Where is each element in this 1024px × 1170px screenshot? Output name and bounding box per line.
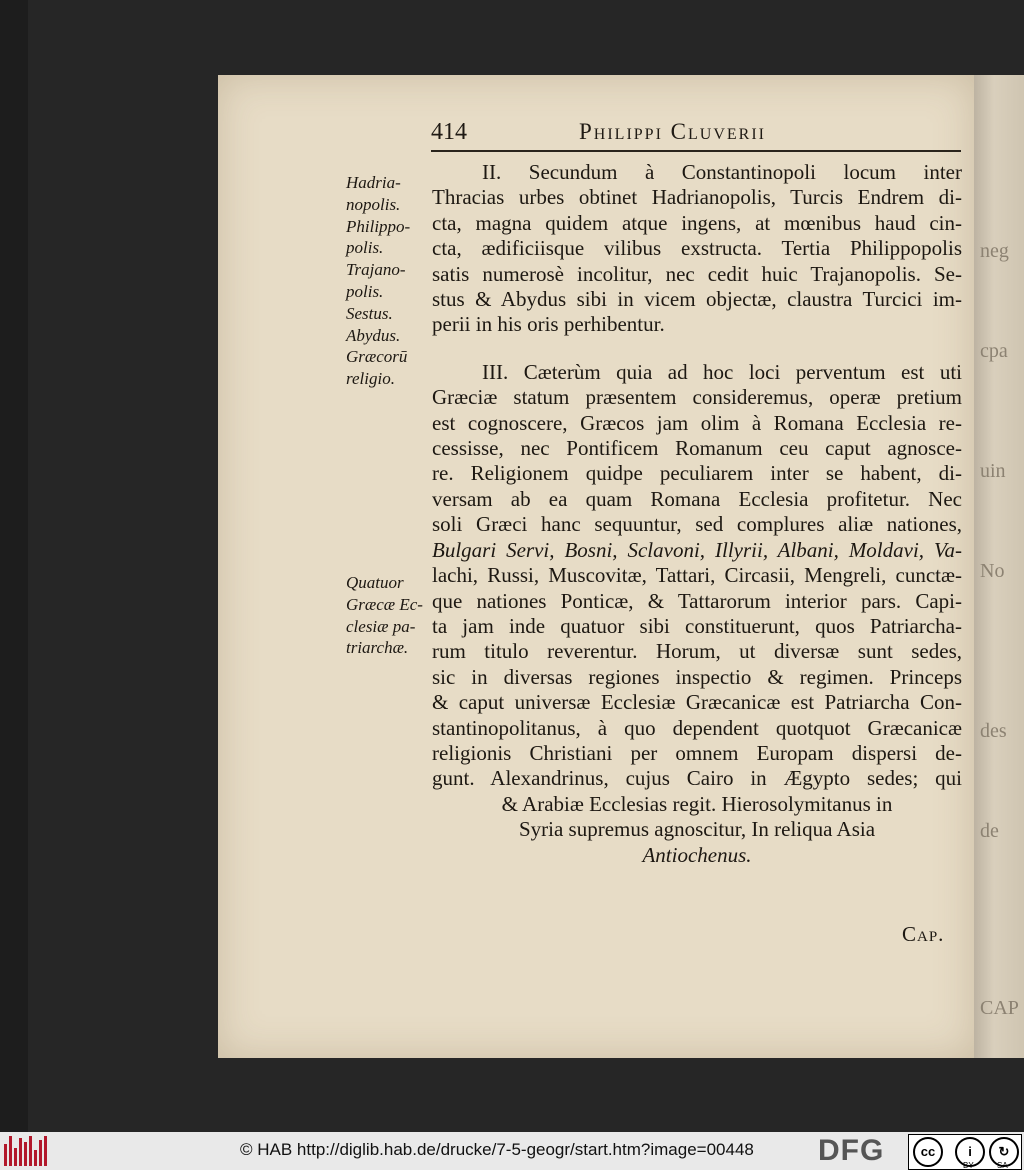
text-line: III. Cæterùm quia ad hoc loci perventum est uti (482, 359, 962, 384)
sa-icon: ↻ (989, 1137, 1019, 1167)
dfg-logo: DFG (818, 1134, 885, 1167)
adjacent-page-edge: neg cpa uin No des de CAP (974, 75, 1024, 1058)
margin-note: nopolis. (346, 194, 401, 214)
copyright-link[interactable]: © HAB http://diglib.hab.de/drucke/7-5-geogr/start.htm?image=00448 (240, 1140, 754, 1159)
header-rule (431, 150, 961, 152)
text-line: cta, magna quidem atque ingens, at mœnibus haud cin- (432, 210, 962, 235)
license-label-sa: SA (997, 1161, 1008, 1170)
text-line: ta jam inde quatuor sibi constituerunt, quos Patriarcha- (432, 613, 962, 638)
text-line: cessisse, nec Pontificem Romanum ceu caput agnosce- (432, 436, 962, 461)
text-line: stus & Abydus sibi in vicem objectæ, claustra Turcici im- (432, 287, 962, 312)
text-line: lachi, Russi, Muscovitæ, Tattari, Circasii, Mengreli, cunctæ- (432, 563, 962, 588)
hab-logo-icon (4, 1136, 48, 1166)
license-label-by: BY (963, 1161, 974, 1170)
text-line: stantinopolitanus, à quo dependent quotquot Græcanicæ (432, 715, 962, 740)
text-line: & caput universæ Ecclesiæ Græcanicæ est Patriarcha Con- (432, 690, 962, 715)
text-line: gunt. Alexandrinus, cujus Cairo in Ægypto sedes; qui (432, 766, 962, 791)
text-line: versam ab ea quam Romana Ecclesia profitetur. Nec (432, 486, 962, 511)
license-badge[interactable] (908, 1134, 1022, 1170)
margin-note: Græcorū (346, 347, 408, 367)
margin-notes-lower (346, 572, 430, 659)
catchword: Cap. (902, 922, 945, 946)
page-number: 414 (431, 119, 467, 145)
margin-note: Quatuor (346, 573, 404, 592)
margin-note: triarchæ. (346, 638, 409, 658)
page-header (431, 119, 961, 149)
margin-note: Abydus. (346, 325, 401, 345)
text-line: Syria supremus agnoscitur, In reliqua Asia (518, 817, 876, 842)
margin-note: Philippo- (346, 216, 411, 236)
margin-notes-upper (346, 172, 430, 390)
cc-icon: cc (913, 1137, 943, 1167)
text-line: perii in his oris perhibentur. (432, 312, 665, 337)
text-line: II. Secundum à Constantinopoli locum inter (482, 160, 962, 184)
viewer-footer (0, 1132, 1024, 1170)
text-line: religionis Christiani per omnem Europam dispersi de- (432, 740, 962, 765)
margin-note: clesiæ pa- (346, 616, 416, 636)
running-title: Philippi Cluverii (579, 119, 766, 144)
by-icon: i (955, 1137, 985, 1167)
text-line: sic in diversas regiones inspectio & regimen. Princeps (432, 664, 962, 689)
margin-note: Græcæ Ec- (346, 594, 423, 614)
text-line: satis numerosè incolitur, nec cedit huic Trajanopolis. Se- (432, 261, 962, 286)
text-line: Thracias urbes obtinet Hadrianopolis, Turcis Endrem di- (432, 185, 962, 210)
body-text (432, 160, 962, 868)
text-line: rum titulo reverentur. Horum, ut diversæ sunt sedes, (432, 639, 962, 664)
margin-note: Trajano- (346, 260, 406, 280)
text-line: Bulgari Servi, Bosni, Sclavoni, Illyrii, Albani, Moldavi, Va- (432, 537, 962, 562)
margin-note: religio. (346, 369, 395, 389)
text-line: est cognoscere, Græcos jam olim à Romana Ecclesia re- (432, 410, 962, 435)
text-line: Græciæ statum præsentem consideremus, operæ pretium (432, 385, 962, 410)
margin-note: Sestus. (346, 303, 393, 323)
text-line: Antiochenus. (642, 842, 752, 867)
margin-note: polis. (346, 281, 384, 301)
margin-note: polis. (346, 238, 384, 258)
text-line: & Arabiæ Ecclesias regit. Hierosolymitanus in (501, 791, 893, 816)
margin-note: Hadria- (346, 173, 401, 192)
text-line: cta, ædificiisque vilibus exstructa. Tertia Philippopolis (432, 236, 962, 261)
text-line: que nationes Ponticæ, & Tattarorum interior pars. Capi- (432, 588, 962, 613)
text-line: re. Religionem quidpe peculiarem inter se habent, di- (432, 461, 962, 486)
text-line: soli Græci hanc sequuntur, sed complures aliæ nationes, (432, 512, 962, 537)
scanner-edge (0, 0, 28, 1132)
